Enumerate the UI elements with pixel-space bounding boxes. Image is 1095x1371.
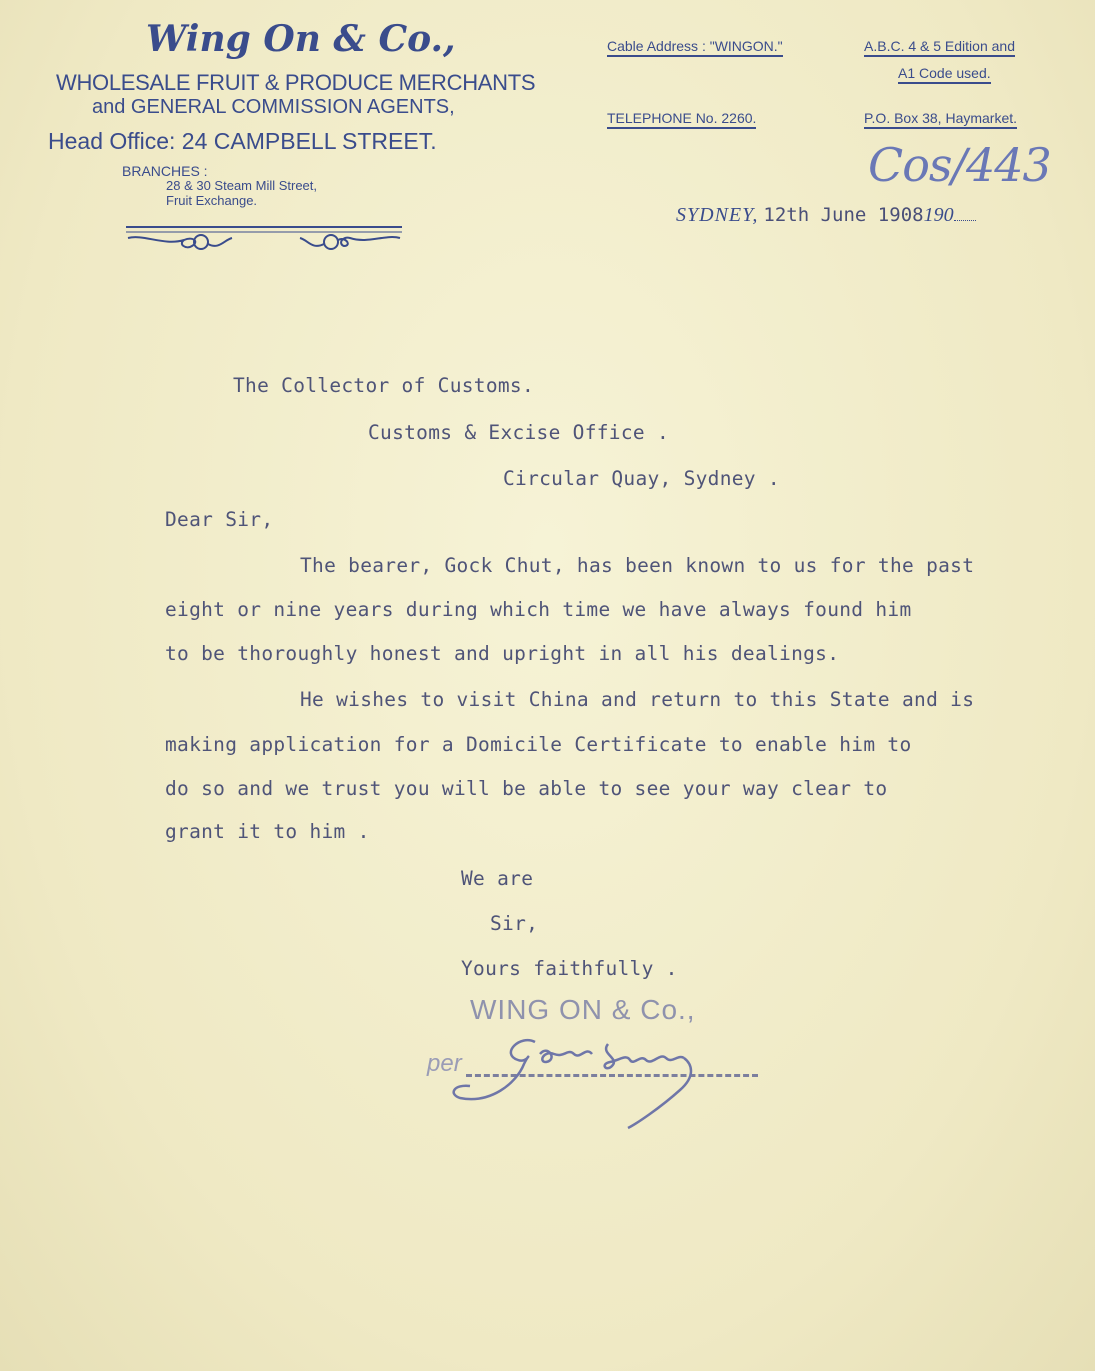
telephone-number: TELEPHONE No. 2260. xyxy=(607,110,756,129)
abc-edition: A.B.C. 4 & 5 Edition and xyxy=(864,38,1015,57)
body-line: to be thoroughly honest and upright in all his dealings. xyxy=(165,642,840,665)
tagline-commission: and GENERAL COMMISSION AGENTS, xyxy=(92,96,455,118)
body-line: eight or nine years during which time we have always found him xyxy=(165,598,912,621)
cable-address: Cable Address : "WINGON." xyxy=(607,38,783,57)
company-stamp: WING ON & Co., xyxy=(470,994,696,1025)
date-city: SYDNEY, xyxy=(676,204,759,226)
tagline-wholesale: WHOLESALE FRUIT & PRODUCE MERCHANTS xyxy=(56,70,536,95)
head-office: Head Office: 24 CAMPBELL STREET. xyxy=(48,128,437,154)
date-dots xyxy=(954,220,976,221)
salutation: Dear Sir, xyxy=(165,508,274,531)
closing-line: We are xyxy=(461,867,534,890)
address-line: The Collector of Customs. xyxy=(233,374,534,397)
a1-code: A1 Code used. xyxy=(898,65,991,84)
closing-line: Sir, xyxy=(490,912,539,935)
po-box: P.O. Box 38, Haymarket. xyxy=(864,110,1017,129)
body-line: do so and we trust you will be able to see your way clear to xyxy=(165,777,888,800)
branches-label: BRANCHES : xyxy=(122,163,208,179)
address-line: Circular Quay, Sydney . xyxy=(503,467,780,490)
body-line: He wishes to visit China and return to this State and is xyxy=(300,688,975,711)
body-line: making application for a Domicile Certificate to enable him to xyxy=(165,733,912,756)
address-line: Customs & Excise Office . xyxy=(368,421,669,444)
branch-address: 28 & 30 Steam Mill Street, xyxy=(166,178,318,193)
date-typed: 12th June 1908 xyxy=(763,204,924,226)
closing-line: Yours faithfully . xyxy=(461,957,678,980)
per-label: per xyxy=(427,1050,462,1077)
body-line: The bearer, Gock Chut, has been known to us for the past xyxy=(300,554,975,577)
date-line xyxy=(676,204,976,227)
body-line: grant it to him . xyxy=(165,820,370,843)
handwritten-signature xyxy=(440,1024,740,1134)
company-name: Wing On & Co., xyxy=(146,18,456,60)
ornament-divider xyxy=(124,224,404,264)
reference-number: Cos/443 xyxy=(868,138,1051,192)
date-printed-year: 190 xyxy=(923,204,954,226)
branch-exchange: Fruit Exchange. xyxy=(166,193,258,208)
